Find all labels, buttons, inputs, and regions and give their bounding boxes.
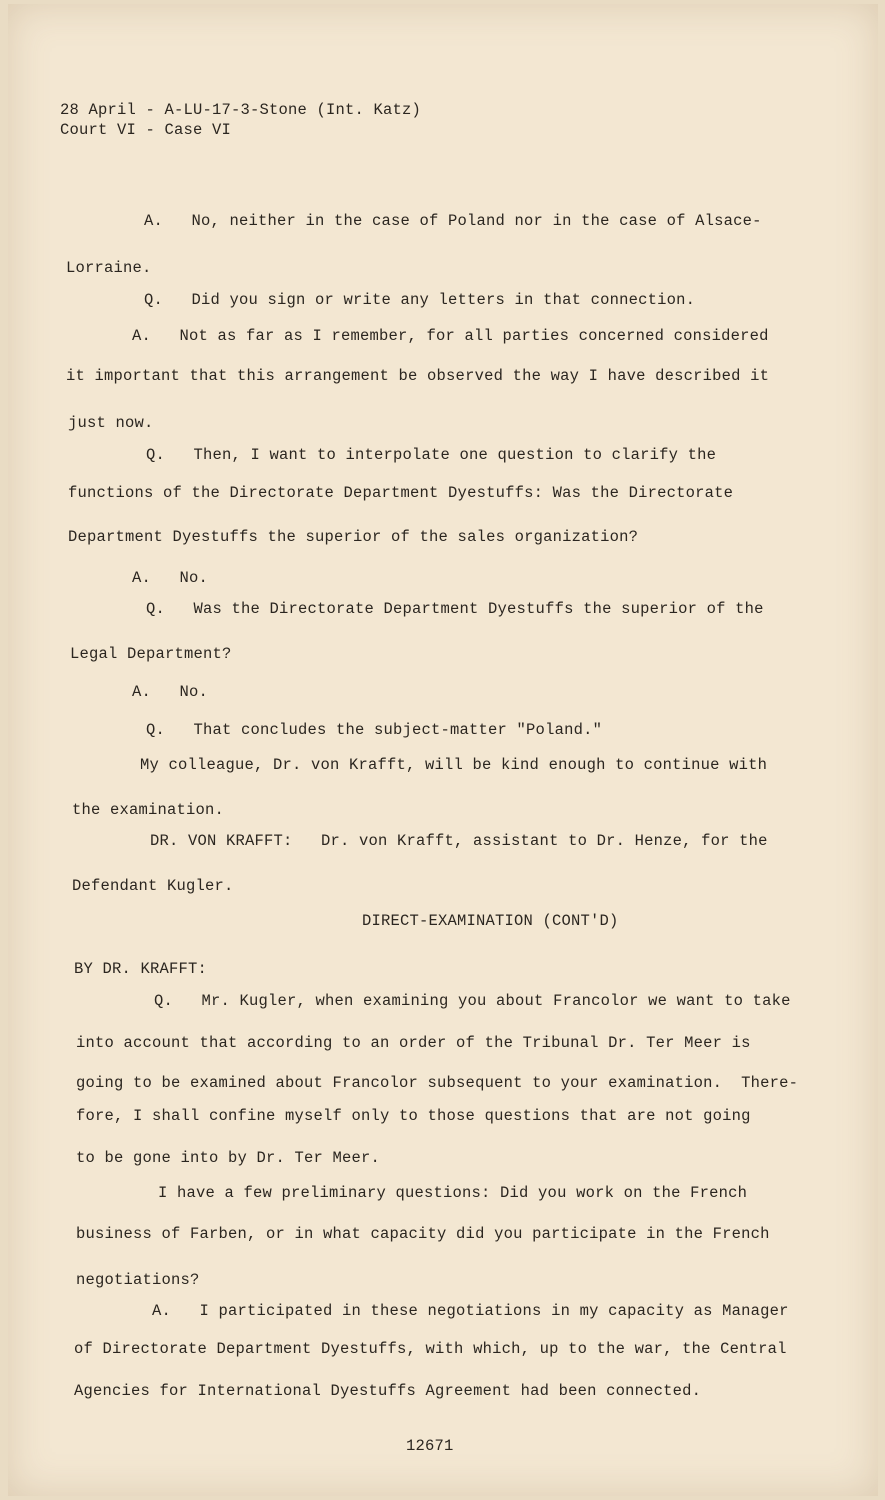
text-line: I have a few preliminary questions: Did you work on the French [158,1184,748,1202]
page-number: 12671 [406,1437,454,1455]
text-line: A. No, neither in the case of Poland nor in the case of Alsace- [144,212,762,230]
section-heading: DIRECT-EXAMINATION (CONT'D) [362,912,619,930]
header-line-2: Court VI - Case VI [60,121,232,139]
text-line: of Directorate Department Dyestuffs, with which, up to the war, the Central [74,1340,787,1358]
text-line: Q. Was the Directorate Department Dyestuffs the superior of the [146,600,764,618]
text-line: Legal Department? [70,645,232,663]
text-line: Department Dyestuffs the superior of the sales organization? [68,528,639,546]
text-line: negotiations? [76,1271,200,1289]
text-line: functions of the Directorate Department Dyestuffs: Was the Directorate [68,484,734,502]
text-line: it important that this arrangement be observed the way I have described it [66,367,770,385]
text-line: the examination. [72,801,225,819]
text-line: just now. [68,414,154,432]
text-line: My colleague, Dr. von Krafft, will be kind enough to continue with [140,756,768,774]
text-line: Q. Did you sign or write any letters in that connection. [144,291,696,309]
text-line: Q. Mr. Kugler, when examining you about Francolor we want to take [154,992,791,1010]
text-line: A. No. [132,569,209,587]
text-line: A. I participated in these negotiations in my capacity as Manager [152,1302,789,1320]
text-line: Lorraine. [66,259,152,277]
header-line-1: 28 April - A-LU-17-3-Stone (Int. Katz) [60,101,422,119]
text-line: Defendant Kugler. [72,877,234,895]
text-line: Agencies for International Dyestuffs Agreement had been connected. [74,1382,702,1400]
text-line: going to be examined about Francolor subsequent to your examination. There- [76,1074,799,1092]
text-line: A. No. [132,683,209,701]
document-page [8,4,878,1496]
text-line: DR. VON KRAFFT: Dr. von Krafft, assistant to Dr. Henze, for the [150,832,768,850]
text-line: Q. That concludes the subject-matter "Poland." [146,721,603,739]
text-line: fore, I shall confine myself only to those questions that are not going [76,1107,751,1125]
text-line: Q. Then, I want to interpolate one question to clarify the [146,446,717,464]
text-line: business of Farben, or in what capacity did you participate in the French [76,1225,770,1243]
text-line: into account that according to an order of the Tribunal Dr. Ter Meer is [76,1034,751,1052]
text-line: A. Not as far as I remember, for all parties concerned considered [132,327,769,345]
text-line: BY DR. KRAFFT: [74,960,208,978]
text-line: to be gone into by Dr. Ter Meer. [76,1149,381,1167]
